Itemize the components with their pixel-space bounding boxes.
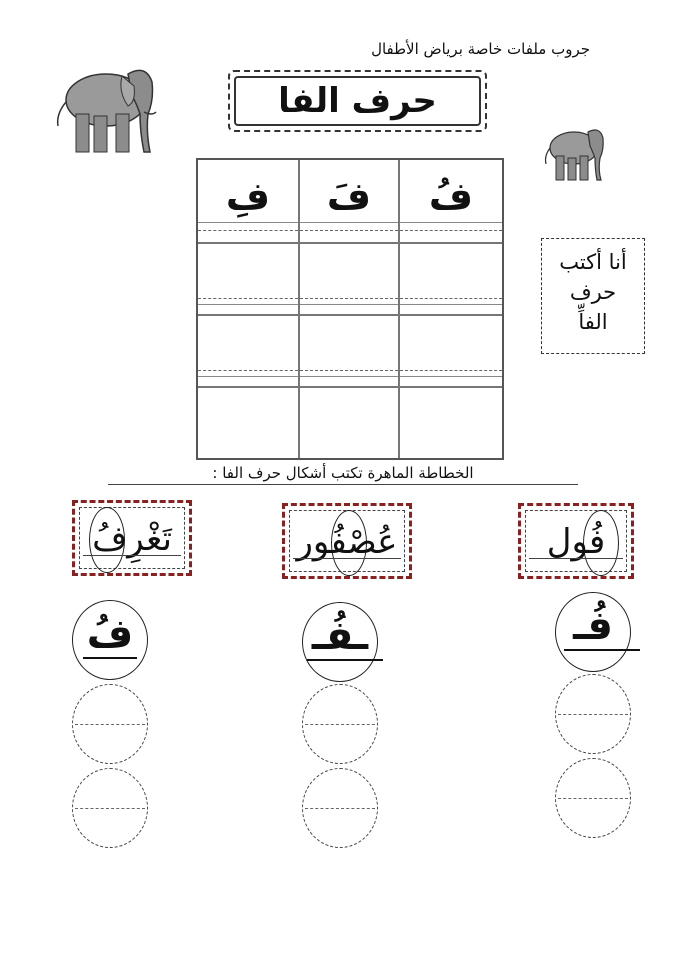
practice-circle[interactable]: [302, 684, 378, 764]
practice-circle[interactable]: [72, 768, 148, 848]
practice-circle[interactable]: [72, 684, 148, 764]
grid-writing-cell[interactable]: [400, 316, 502, 388]
shape-circle-isolated: [72, 600, 148, 680]
shape-circle-medial: [302, 602, 378, 682]
word-text-usfur: عُصْفُور: [296, 522, 398, 562]
grid-cell-header-right: [400, 160, 502, 244]
grid-writing-cell[interactable]: [198, 388, 300, 458]
shape-circle-initial: [555, 592, 631, 672]
grid-cell-header-left: [198, 160, 300, 244]
instruction-text: الخطاطة الماهرة تكتب أشكال حرف الفا :: [108, 464, 578, 485]
side-caption-line-2: حرف: [569, 280, 617, 304]
word-text-taghrif: تَغْرِفُ: [92, 519, 172, 559]
word-box-ful: [518, 503, 634, 579]
practice-circle[interactable]: [555, 674, 631, 754]
grid-writing-cell[interactable]: [300, 244, 400, 316]
page-header-text: جروب ملفات خاصة برياض الأطفال: [371, 40, 590, 58]
grid-writing-cell[interactable]: [400, 388, 502, 458]
grid-cell-header-middle: [300, 160, 400, 244]
grid-writing-cell[interactable]: [198, 316, 300, 388]
grid-letter-fatha: فَ: [326, 174, 372, 218]
grid-writing-cell[interactable]: [400, 244, 502, 316]
grid-writing-cell[interactable]: [300, 316, 400, 388]
elephant-illustration-large: [48, 52, 166, 164]
title-frame: [228, 70, 487, 132]
shape-glyph-medial: ـفُـ: [311, 613, 369, 659]
word-text-ful: فُول: [546, 522, 606, 562]
grid-writing-cell[interactable]: [300, 388, 400, 458]
page-title: حرف الفا: [234, 76, 481, 126]
elephant-illustration-small: [540, 118, 610, 186]
grid-writing-cell[interactable]: [198, 244, 300, 316]
word-box-taghrif: [72, 500, 192, 576]
shape-glyph-isolated: فُ: [86, 611, 134, 657]
side-caption-box: [541, 238, 645, 354]
grid-letter-kasra: فِ: [225, 174, 271, 218]
practice-circle[interactable]: [302, 768, 378, 848]
word-box-usfur: [282, 503, 412, 579]
grid-letter-damma: فُ: [428, 174, 474, 218]
shape-glyph-initial: فُـ: [573, 603, 613, 649]
side-caption-line-3: الفاِّ: [578, 310, 608, 334]
side-caption-line-1: أنا أكتب: [559, 250, 627, 274]
practice-circle[interactable]: [555, 758, 631, 838]
tracing-grid: [196, 158, 504, 460]
